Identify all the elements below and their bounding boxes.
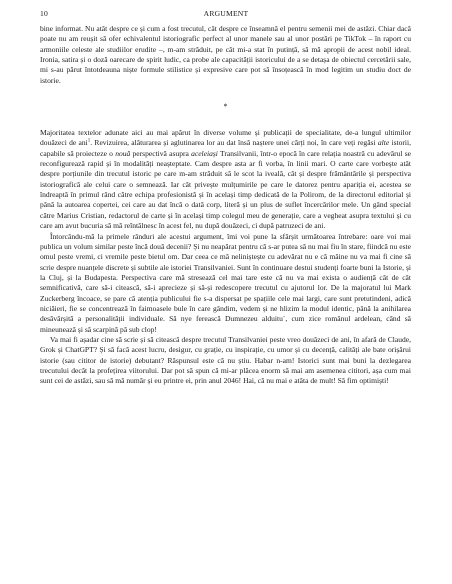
text-run: perspectivă asupra — [130, 148, 192, 158]
italic-run: aceleiași — [191, 148, 218, 158]
paragraph-majoritatea — [40, 128, 411, 231]
page-header — [40, 9, 412, 21]
italic-run: alte — [377, 138, 390, 148]
running-head: ARGUMENT — [203, 9, 249, 18]
italic-run: nouă — [115, 148, 131, 158]
paragraph-intorcandu: Întorcându-mă la primele rânduri ale acestui argument, îmi voi pune la sfârșit următoarea întrebare: oare voi mai publica un volum similar peste încă două decenii? Și nu neapărat pentru că s-ar putea să nu mai fiu în stare, fiindcă nu este omul peste vremi, ci vremile peste bietul om. Dar ceea ce mă neliniștește cu adevărat nu e că mâine nu va mai fi cine să scrie despre nuanțele discrete și subtile ale istoriei Transilvaniei. Sunt în continuare destui studenți foarte buni la Istorie, și la Cluj, și la Budapesta. Perspectiva care mă stresează cel mai tare este că nu va mai exista o audiență cât de cât semnificativă, care să-i citească, să-i aprecieze și să-și redescopere trecutul cu ajutorul lor. De la majoratul lui Mark Zuckerberg încoace, se pare că atenția publicului fie s-a dispersat pe spațiile cele mai largi, care sunt pretutindeni, adică niciăieri, fie se concentrează în faimoasele bule în care gândim, vedem și ne hlizim la modul identic, până la anihilarea desăvârșită a personalității individuale. Să nye ferească Dumnezeu alduitu`, cum zice românul ardelean, când să mineunează și să scarpină pă sub clop! — [40, 231, 411, 334]
text-run: Majoritatea textelor adunate aici au mai apărut în diverse volume și publicații de specialitate, de-a lungul ultimilor douăzeci de ani — [40, 128, 411, 148]
text-run: Transilvanii, într-o epocă în care relația noastră cu adevărul se reconfigurează rapid și în modalități neașteptate. Cam despre asta ar fi vorba, în linii mari. O carte care vorbește atât despre porțiunile din trecutul istoric pe care m-am străduit să le scot la iveală, cât și despre frământările și perspectiva istoriografică ale celui care o semnează. Iar cât privește mulțumirile pe care le datorez pentru apariția ei, acestea se îndreaptă în primul rând către echipa profesionistă și în același timp dedicată de la Polirom, de la directorul editorial și până la autoarea copertei, cei care au dat încă o dată corp, literă și un plus de suflet încercărilor mele. Un gând special către Marius Cristian, redactorul de carte și în același timp colegul meu de generație, care a vegheat asupra textului și cu care am avut bucuria să mă reîntâlnesc în acest fel, nu după douăzeci, ci după patruzeci de ani. — [40, 148, 411, 231]
page-number: 10 — [40, 9, 48, 18]
text-run: istorii, capabile să proiecteze o — [40, 138, 411, 158]
paragraph-va-mai-fi: Va mai fi așadar cine să scrie și să citească despre trecutul Transilvaniei peste vreo douăzeci de ani, în afară de Claude, Grok și ChatGPT? Și să facă acest lucru, desigur, cu grație, cu inspirație, cu umor și cu decență, calități ale bate orișărui istorie (sau cititor de istorie) debutant? Răspunsul este că nu știu. Habar n-am! Istorici sunt mai buni la dezlegarea trecutului decât la profețirea viitorului. Dar pot să spun că mi-ar plăcea enorm să mai am asemenea cititori, așa cum mai sunt cei de astăzi, sau să mă număr și eu printre ei, prin anul 2046! Hai, că nu mai e atâta de mult! Să fim optimiști! — [40, 334, 411, 386]
page-body — [40, 24, 411, 387]
footnote-ref: 1 — [87, 138, 91, 144]
text-run: . Revizuirea, alăturarea și aglutinarea lor au dat însă naștere unei cărți noi, în care veți regăsi — [90, 138, 378, 148]
section-separator: * — [223, 102, 228, 112]
paragraph-intro: bine informat. Nu atât despre ce și cum a fost trecutul, cât despre ce înseamnă el pentru semenii mei de astăzi. Chiar dacă poate nu am reușit să ofer echivalentul istoriografic perfect al unor manele sau al unor postări pe TikTok – în raport cu armoniile celeste ale studiilor erudite –, m-am străduit, pe cât mi-a stat în putință, să mă apropii de acest nobil ideal. Ironia, satira și o doză oarecare de spirit ludic, ca probe ale capacității istoricului de a se detașa de obiectul cercetării sale, mi s-au părut întotdeauna niște formule stilistice și expresive care pot să însoțească în mod legitim un studiu doct de istorie. — [40, 24, 411, 85]
